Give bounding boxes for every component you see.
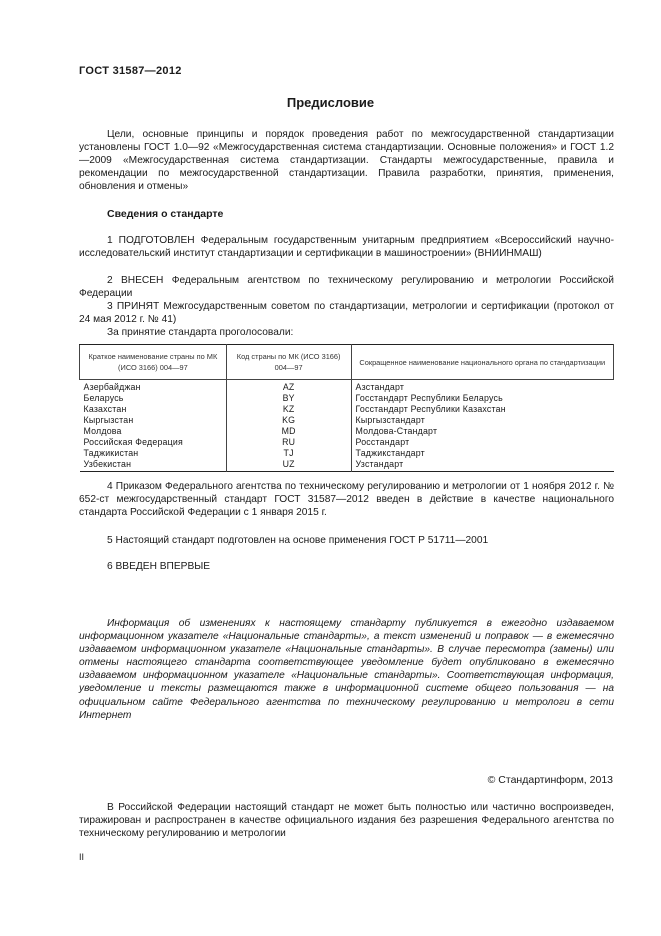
info-notice: Информация об изменениях к настоящему стандарту публикуется в ежегодно издаваемом информационном указателе «Национальные стандарты», а текст изменений и поправок — в ежемесячно издаваемом информационном указателе «Национальные стандарты». В случае пересмотра (замены) или отмены настоящего стандарта соответствующее уведомление будет опубликовано в ежемесячно издаваемом информационном указателе «Национальные стандарты». Соответствующая информация, уведомление и тексты размещаются также в информационной системе общего пользования — на официальном сайте Федерального агентства по техническому регулированию и метрологи в сети Интернет [79,618,614,721]
item-3: 3 ПРИНЯТ Межгосударственным советом по стандартизации, метрологии и сертификации (протокол от 24 мая 2012 г. № 41) [79,301,614,326]
country-cell: Таджикистан [80,448,227,459]
body-cell: Госстандарт Республики Беларусь [355,393,503,403]
body-cell: Росстандарт [355,437,410,447]
code-cell: BY [226,393,351,404]
country-cell: Беларусь [80,393,227,404]
code-cell: UZ [226,459,351,472]
body-cell: Госстандарт Республики Казахстан [355,404,506,414]
vote-intro: За принятие стандарта проголосовали: [107,327,294,338]
code-cell: MD [226,426,351,437]
body-cell: Молдова-Стандарт [355,426,438,436]
country-cell: Узбекистан [80,459,227,472]
code-cell: AZ [226,380,351,394]
table-row [80,393,614,404]
column-header-country: Краткое наименование страны по МК (ИСО 3166) 004—97 [80,345,227,380]
item-2: 2 ВНЕСЕН Федеральным агентством по техническому регулированию и метрологии Российской Федерации [79,275,614,300]
table-header-row [80,345,614,380]
item-6: 6 ВВЕДЕН ВПЕРВЫЕ [107,561,211,572]
table-row [80,415,614,426]
document-number: ГОСТ 31587—2012 [79,65,182,77]
item-1: 1 ПОДГОТОВЛЕН Федеральным государственным унитарным предприятием «Всероссийский научно-исследовательский институт стандартизации и сертификации в машиностроении» (ВНИИНМАШ) [79,235,614,260]
body-cell: Таджикстандарт [355,448,425,458]
code-cell: KZ [226,404,351,415]
copyright: © Стандартинформ, 2013 [487,774,613,786]
country-cell: Молдова [80,426,227,437]
table-row [80,404,614,415]
section-heading: Сведения о стандарте [107,208,224,220]
column-header-body: Сокращенное наименование национального органа по стандартизации [351,345,613,380]
table-row [80,426,614,437]
country-cell: Российская Федерация [80,437,227,448]
country-cell: Казахстан [80,404,227,415]
body-cell: Азстандарт [355,382,405,392]
intro-paragraph: Цели, основные принципы и порядок проведения работ по межгосударственной стандартизации установлены ГОСТ 1.0—92 «Межгосударственная система стандартизации. Основные положения» и ГОСТ 1.2—2009 «Межгосударственная система стандартизации. Стандарты межгосударственные, правила и рекомендации по межгосударственной стандартизации. Правила разработки, принятия, применения, обновления и отмены» [79,129,614,193]
country-cell: Азербайджан [80,380,227,394]
body-cell: Кыргызстандарт [355,415,425,425]
member-states-table [79,344,614,472]
table-row [80,448,614,459]
body-cell: Узстандарт [355,459,404,469]
item-4: 4 Приказом Федерального агентства по техническому регулированию и метрологии от 1 ноября 2012 г. № 652-ст межгосударственный стандарт ГОСТ 31587—2012 введен в действие в качестве национального стандарта Российской Федерации с 1 января 2015 г. [79,481,614,519]
table-row [80,380,614,394]
code-cell: RU [226,437,351,448]
item-5: 5 Настоящий стандарт подготовлен на основе применения ГОСТ Р 51711—2001 [107,535,489,546]
page-number: II [79,852,85,862]
rights-notice: В Российской Федерации настоящий стандарт не может быть полностью или частично воспроизведен, тиражирован и распространен в качестве официального издания без разрешения Федерального агентства по техническому регулированию и метрологии [79,802,614,840]
table-row [80,459,614,472]
code-cell: TJ [226,448,351,459]
country-cell: Кыргызстан [80,415,227,426]
column-header-code: Код страны по МК (ИСО 3166) 004—97 [226,345,351,380]
code-cell: KG [226,415,351,426]
page-title: Предисловие [286,95,375,110]
table-row [80,437,614,448]
